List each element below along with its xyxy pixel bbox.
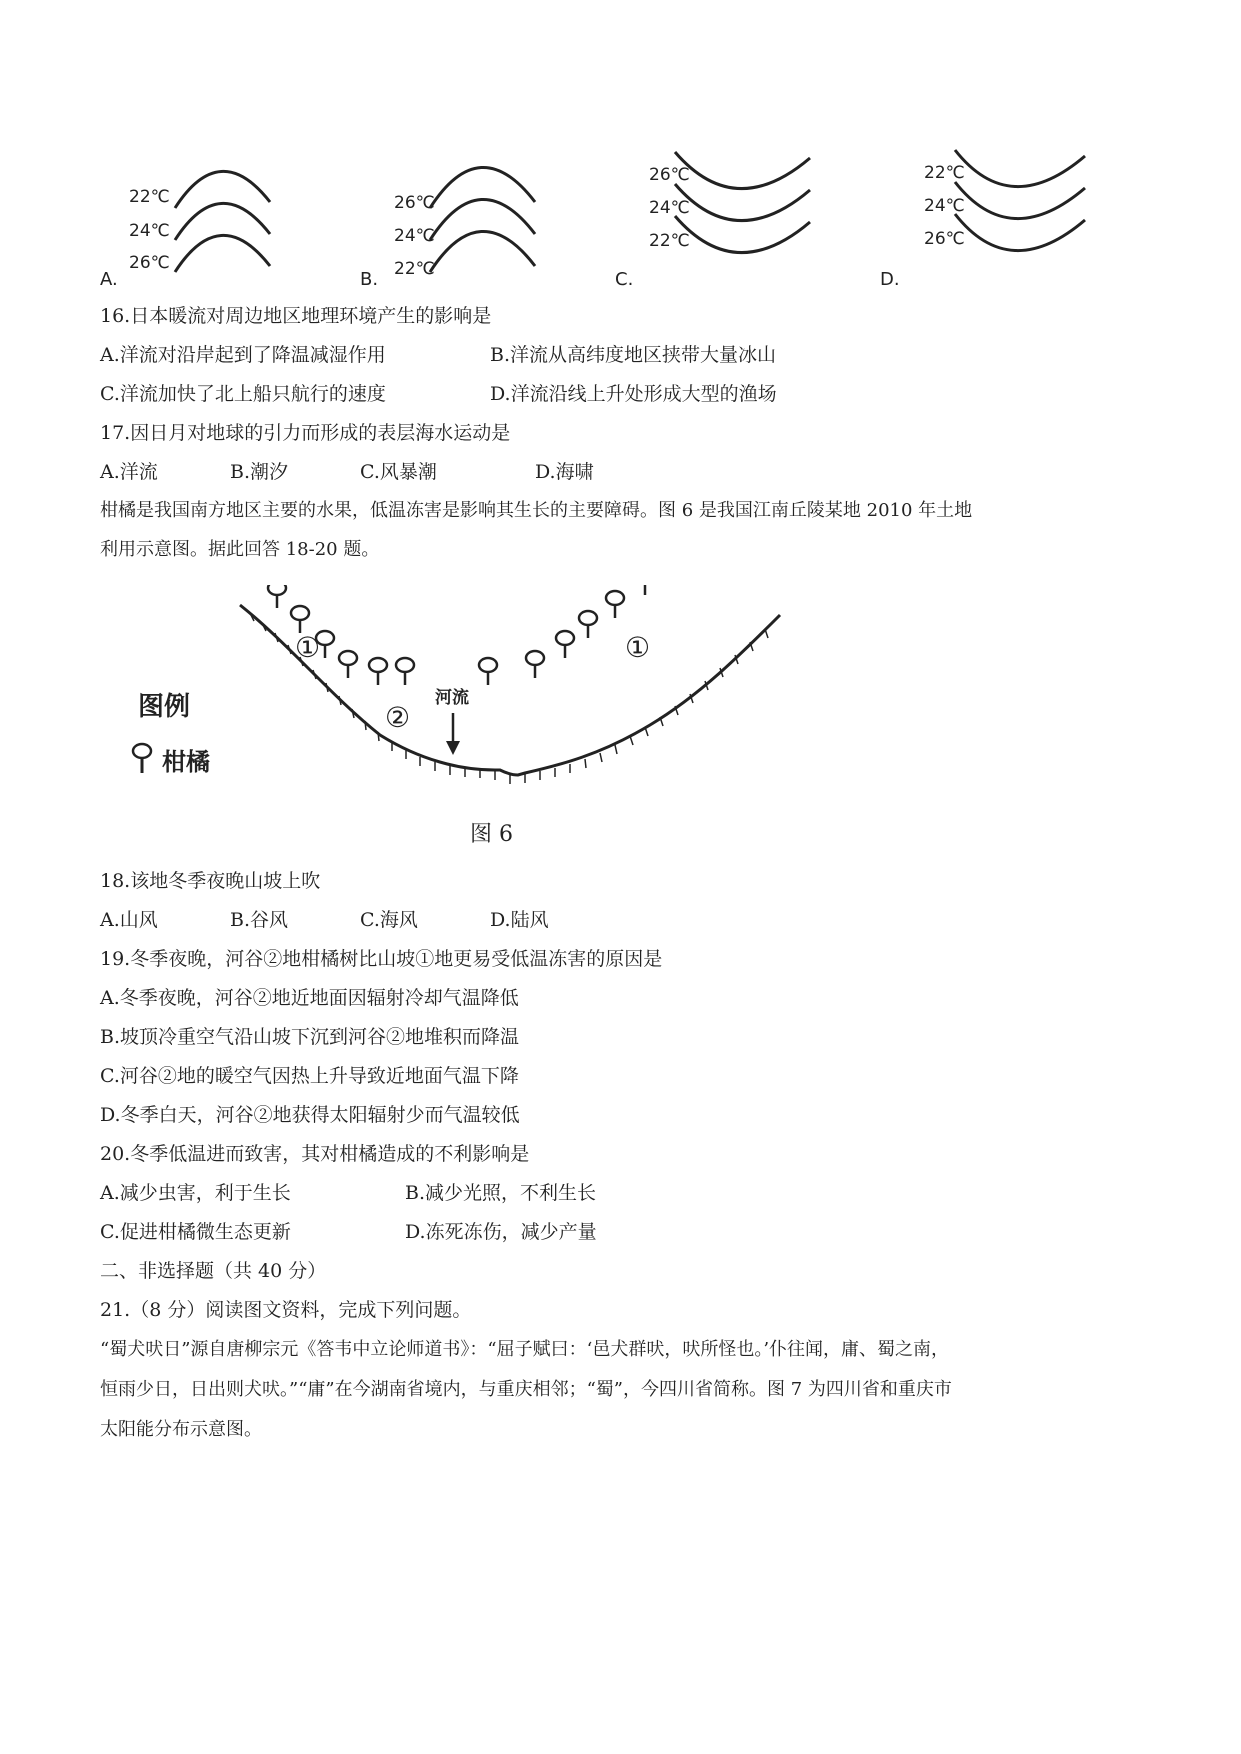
- q17-option-a: A.洋流: [100, 461, 158, 483]
- temp-label: 26℃: [394, 193, 435, 213]
- figure-6: [120, 585, 800, 800]
- option-letter: A.: [100, 269, 118, 290]
- q16-option-b: B.洋流从高纬度地区挟带大量冰山: [490, 344, 777, 366]
- q15-option-a: [95, 140, 315, 290]
- q19-option-c: C.河谷②地的暖空气因热上升导致近地面气温下降: [100, 1065, 519, 1087]
- q19-option-d: D.冬季白天，河谷②地获得太阳辐射少而气温较低: [100, 1104, 520, 1126]
- section-2-heading: 二、非选择题（共 40 分）: [100, 1260, 327, 1282]
- option-letter: B.: [360, 269, 379, 290]
- legend-item-label: 柑橘: [162, 748, 210, 776]
- q16-option-d: D.洋流沿线上升处形成大型的渔场: [490, 383, 777, 405]
- q17-option-c: C.风暴潮: [360, 461, 437, 483]
- q21-paragraph-3: 太阳能分布示意图。: [100, 1419, 262, 1440]
- legend-title: 图例: [138, 692, 191, 722]
- q16-stem: 16.日本暖流对周边地区地理环境产生的影响是: [100, 305, 492, 327]
- q16-option-a: A.洋流对沿岸起到了降温减湿作用: [100, 344, 386, 366]
- legend-citrus-icon: [133, 744, 151, 773]
- temp-label: 26℃: [924, 229, 965, 249]
- temp-label: 24℃: [649, 198, 690, 218]
- q18-option-d: D.陆风: [490, 909, 549, 931]
- isotherm-diagram-b: [360, 140, 580, 290]
- slope-label-right: ①: [625, 631, 651, 664]
- river-arrow-icon: [446, 741, 460, 755]
- q15-option-d: [880, 140, 1110, 290]
- q18-option-a: A.山风: [100, 909, 158, 931]
- q21-paragraph-2: 恒雨少日，日出则犬吠。”“庸”在今湖南省境内，与重庆相邻；“蜀”，今四川省简称。图 7 为四川省和重庆市: [100, 1379, 952, 1400]
- temp-label: 22℃: [649, 231, 690, 251]
- q21-paragraph-1: “蜀犬吠日”源自唐柳宗元《答韦中立论师道书》：“屈子赋曰：‘邑犬群吠，吠所怪也。’仆往闻，庸、蜀之南，: [100, 1339, 950, 1360]
- q19-stem: 19.冬季夜晚，河谷②地柑橘树比山坡①地更易受低温冻害的原因是: [100, 948, 663, 970]
- q20-stem: 20.冬季低温进而致害，其对柑橘造成的不利影响是: [100, 1143, 530, 1165]
- temp-label: 26℃: [649, 165, 690, 185]
- temp-label: 24℃: [394, 226, 435, 246]
- isotherm-diagram-a: [95, 140, 315, 290]
- isotherm-diagram-c: [615, 140, 845, 290]
- temp-label: 24℃: [129, 221, 170, 241]
- temp-label: 24℃: [924, 196, 965, 216]
- q16-option-c: C.洋流加快了北上船只航行的速度: [100, 383, 386, 405]
- q17-option-d: D.海啸: [535, 461, 594, 483]
- q18-stem: 18.该地冬季夜晚山坡上吹: [100, 870, 321, 892]
- q20-option-a: A.减少虫害，利于生长: [100, 1182, 291, 1204]
- q18-option-c: C.海风: [360, 909, 418, 931]
- q17-option-b: B.潮汐: [230, 461, 289, 483]
- q17-stem: 17.因日月对地球的引力而形成的表层海水运动是: [100, 422, 511, 444]
- slope-label-left: ①: [295, 631, 321, 664]
- intro-line-1: 柑橘是我国南方地区主要的水果，低温冻害是影响其生长的主要障碍。图 6 是我国江南丘陵某地 2010 年土地: [100, 500, 973, 521]
- temp-label: 22℃: [129, 187, 170, 207]
- land-use-diagram: [120, 585, 800, 800]
- option-letter: C.: [615, 269, 634, 290]
- q19-option-a: A.冬季夜晚，河谷②地近地面因辐射冷却气温降低: [100, 987, 519, 1009]
- figure-caption: 图 6: [470, 822, 513, 847]
- temp-label: 22℃: [924, 163, 965, 183]
- q20-option-c: C.促进柑橘微生态更新: [100, 1221, 291, 1243]
- q19-option-b: B.坡顶冷重空气沿山坡下沉到河谷②地堆积而降温: [100, 1026, 520, 1048]
- q20-option-b: B.减少光照，不利生长: [405, 1182, 597, 1204]
- temp-label: 22℃: [394, 259, 435, 279]
- q15-option-b: [360, 140, 580, 290]
- q21-stem: 21.（8 分）阅读图文资料，完成下列问题。: [100, 1299, 472, 1321]
- q15-option-c: [615, 140, 845, 290]
- valley-label: ②: [385, 701, 411, 734]
- river-label: 河流: [435, 688, 469, 708]
- temp-label: 26℃: [129, 253, 170, 273]
- option-letter: D.: [880, 269, 900, 290]
- intro-line-2: 利用示意图。据此回答 18-20 题。: [100, 539, 380, 560]
- q20-option-d: D.冻死冻伤，减少产量: [405, 1221, 597, 1243]
- q18-option-b: B.谷风: [230, 909, 289, 931]
- isotherm-diagram-d: [880, 140, 1110, 290]
